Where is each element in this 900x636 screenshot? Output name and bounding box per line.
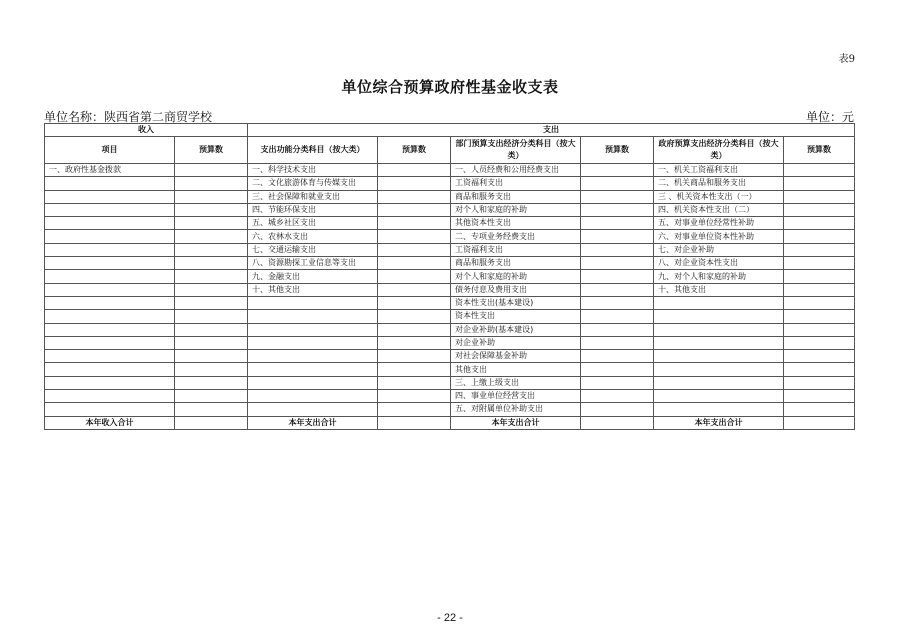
table-cell: 资本性支出(基本建设) — [451, 296, 581, 309]
table-cell: 工资福利支出 — [451, 177, 581, 190]
table-cell — [581, 350, 654, 363]
table-cell — [378, 350, 451, 363]
table-row — [45, 270, 855, 283]
header-dept-economic-class: 部门预算支出经济分类科目（按大类） — [451, 137, 581, 164]
table-row — [45, 177, 855, 190]
section-expense: 支出 — [248, 124, 855, 137]
table-cell: 对个人和家庭的补助 — [451, 203, 581, 216]
table-cell — [784, 336, 855, 349]
table-cell — [378, 416, 451, 429]
table-cell — [175, 177, 248, 190]
table-cell — [581, 403, 654, 416]
header-function-class: 支出功能分类科目（按大类） — [248, 137, 378, 164]
table-cell — [175, 217, 248, 230]
table-cell — [378, 217, 451, 230]
table-cell — [248, 336, 378, 349]
table-cell — [175, 323, 248, 336]
table-cell — [45, 390, 175, 403]
table-cell — [248, 390, 378, 403]
table-cell — [248, 323, 378, 336]
section-income: 收入 — [45, 124, 248, 137]
table-cell — [175, 203, 248, 216]
table-cell — [581, 310, 654, 323]
table-cell: 七、交通运输支出 — [248, 243, 378, 256]
table-cell: 本年支出合计 — [654, 416, 784, 429]
table-cell — [581, 190, 654, 203]
table-cell — [654, 350, 784, 363]
header-budget: 预算数 — [378, 137, 451, 164]
table-cell — [45, 230, 175, 243]
table-row — [45, 243, 855, 256]
table-cell — [654, 376, 784, 389]
currency-unit: 单位：元 — [805, 110, 854, 124]
table-cell — [654, 336, 784, 349]
table-cell — [45, 177, 175, 190]
table-cell — [784, 390, 855, 403]
table-cell — [784, 217, 855, 230]
table-cell: 五、对附属单位补助支出 — [451, 403, 581, 416]
table-cell: 十、其他支出 — [248, 283, 378, 296]
table-cell — [784, 230, 855, 243]
table-cell — [784, 350, 855, 363]
table-cell: 六、农林水支出 — [248, 230, 378, 243]
table-cell: 其他资本性支出 — [451, 217, 581, 230]
table-cell — [378, 390, 451, 403]
table-cell: 四、机关资本性支出（二） — [654, 203, 784, 216]
table-cell: 八、对企业资本性支出 — [654, 257, 784, 270]
table-cell: 八、资源勘探工业信息等支出 — [248, 257, 378, 270]
table-cell — [378, 203, 451, 216]
table-cell — [175, 363, 248, 376]
table-cell: 对企业补助(基本建设) — [451, 323, 581, 336]
header-budget: 预算数 — [784, 137, 855, 164]
table-cell — [175, 336, 248, 349]
table-cell — [378, 164, 451, 177]
table-cell — [581, 323, 654, 336]
table-cell: 其他支出 — [451, 363, 581, 376]
table-cell — [175, 257, 248, 270]
table-cell: 对个人和家庭的补助 — [451, 270, 581, 283]
table-cell — [784, 296, 855, 309]
table-cell — [784, 283, 855, 296]
table-cell: 三、上缴上级支出 — [451, 376, 581, 389]
table-cell — [581, 230, 654, 243]
table-cell: 一、人员经费和公用经费支出 — [451, 164, 581, 177]
table-row — [45, 217, 855, 230]
table-row — [45, 363, 855, 376]
table-cell — [45, 376, 175, 389]
table-cell — [248, 296, 378, 309]
table-cell: 二、机关商品和服务支出 — [654, 177, 784, 190]
table-row — [45, 403, 855, 416]
table-cell — [175, 296, 248, 309]
table-cell: 一、机关工资福利支出 — [654, 164, 784, 177]
header-budget: 预算数 — [175, 137, 248, 164]
table-cell: 本年支出合计 — [248, 416, 378, 429]
table-cell — [378, 296, 451, 309]
table-row — [45, 296, 855, 309]
table-cell: 九、金融支出 — [248, 270, 378, 283]
table-cell — [784, 243, 855, 256]
table-cell — [784, 270, 855, 283]
table-cell — [378, 323, 451, 336]
table-cell — [784, 310, 855, 323]
table-row — [45, 230, 855, 243]
table-cell: 债务付息及费用支出 — [451, 283, 581, 296]
table-cell — [248, 310, 378, 323]
table-cell: 六、对事业单位资本性补助 — [654, 230, 784, 243]
table-row — [45, 390, 855, 403]
table-cell — [654, 403, 784, 416]
table-cell — [581, 164, 654, 177]
table-cell — [581, 390, 654, 403]
table-cell — [378, 363, 451, 376]
table-cell: 二、专项业务经费支出 — [451, 230, 581, 243]
table-cell: 资本性支出 — [451, 310, 581, 323]
column-header-row — [45, 137, 855, 164]
unit-name: 单位名称：陕西省第二商贸学校 — [44, 110, 213, 124]
table-cell — [654, 390, 784, 403]
table-cell — [378, 243, 451, 256]
table-cell: 五、城乡社区支出 — [248, 217, 378, 230]
table-cell — [175, 310, 248, 323]
table-row — [45, 310, 855, 323]
table-cell — [784, 323, 855, 336]
table-cell: 一、科学技术支出 — [248, 164, 378, 177]
table-cell — [45, 350, 175, 363]
totals-row — [45, 416, 855, 429]
table-cell — [581, 416, 654, 429]
table-row — [45, 190, 855, 203]
table-cell — [378, 403, 451, 416]
table-cell: 三、社会保障和就业支出 — [248, 190, 378, 203]
table-cell: 一、政府性基金拨款 — [45, 164, 175, 177]
table-cell — [378, 310, 451, 323]
table-cell — [784, 177, 855, 190]
table-cell — [175, 283, 248, 296]
table-cell — [581, 376, 654, 389]
table-cell — [175, 243, 248, 256]
table-cell — [654, 296, 784, 309]
table-cell — [45, 283, 175, 296]
section-header-row — [45, 124, 855, 137]
table-cell — [581, 270, 654, 283]
table-cell — [175, 416, 248, 429]
table-cell — [175, 190, 248, 203]
table-cell — [175, 376, 248, 389]
table-cell — [784, 203, 855, 216]
table-cell — [45, 323, 175, 336]
table-cell — [654, 363, 784, 376]
table-row — [45, 376, 855, 389]
table-cell — [581, 257, 654, 270]
table-cell — [175, 403, 248, 416]
budget-table — [44, 123, 855, 430]
table-cell — [784, 363, 855, 376]
table-cell — [581, 203, 654, 216]
table-cell — [45, 336, 175, 349]
table-cell — [784, 257, 855, 270]
table-cell — [248, 376, 378, 389]
table-row — [45, 164, 855, 177]
table-cell: 本年支出合计 — [451, 416, 581, 429]
table-row — [45, 257, 855, 270]
table-cell — [45, 257, 175, 270]
table-cell — [175, 390, 248, 403]
header-gov-economic-class: 政府预算支出经济分类科目（按大类） — [654, 137, 784, 164]
table-cell — [378, 270, 451, 283]
table-cell: 五、对事业单位经常性补助 — [654, 217, 784, 230]
table-cell — [45, 217, 175, 230]
table-cell: 三 、机关资本性支出（一） — [654, 190, 784, 203]
table-cell — [45, 203, 175, 216]
table-cell — [378, 336, 451, 349]
table-cell: 四、节能环保支出 — [248, 203, 378, 216]
table-cell — [581, 177, 654, 190]
table-cell: 七、对企业补助 — [654, 243, 784, 256]
table-cell: 十、其他支出 — [654, 283, 784, 296]
table-cell — [784, 164, 855, 177]
table-cell — [378, 177, 451, 190]
table-cell — [581, 363, 654, 376]
table-cell: 四、事业单位经营支出 — [451, 390, 581, 403]
table-cell — [378, 283, 451, 296]
table-cell: 对企业补助 — [451, 336, 581, 349]
table-cell — [45, 310, 175, 323]
table-cell — [784, 416, 855, 429]
table-cell — [784, 376, 855, 389]
table-cell — [784, 403, 855, 416]
page-title: 单位综合预算政府性基金收支表 — [341, 78, 559, 96]
table-cell — [45, 363, 175, 376]
table-cell — [248, 403, 378, 416]
table-row — [45, 203, 855, 216]
table-cell: 对社会保障基金补助 — [451, 350, 581, 363]
table-cell — [175, 350, 248, 363]
table-row — [45, 336, 855, 349]
table-cell — [45, 296, 175, 309]
table-cell — [581, 283, 654, 296]
table-cell — [45, 270, 175, 283]
table-cell — [248, 350, 378, 363]
table-cell — [581, 296, 654, 309]
table-cell — [175, 270, 248, 283]
table-cell — [248, 363, 378, 376]
header-budget: 预算数 — [581, 137, 654, 164]
table-cell — [175, 230, 248, 243]
table-cell — [654, 310, 784, 323]
table-cell — [378, 190, 451, 203]
table-cell — [45, 190, 175, 203]
table-cell — [45, 243, 175, 256]
table-cell: 九、对个人和家庭的补助 — [654, 270, 784, 283]
table-cell — [175, 164, 248, 177]
table-cell — [581, 217, 654, 230]
table-cell — [654, 323, 784, 336]
table-cell: 二、文化旅游体育与传媒支出 — [248, 177, 378, 190]
table-cell — [378, 257, 451, 270]
table-row — [45, 323, 855, 336]
header-item: 项目 — [45, 137, 175, 164]
table-cell: 商品和服务支出 — [451, 257, 581, 270]
table-number-label: 表9 — [838, 54, 855, 65]
table-cell — [378, 230, 451, 243]
table-cell: 商品和服务支出 — [451, 190, 581, 203]
table-cell — [581, 243, 654, 256]
table-cell — [45, 403, 175, 416]
table-cell — [581, 336, 654, 349]
table-cell: 本年收入合计 — [45, 416, 175, 429]
table-cell — [784, 190, 855, 203]
page-number: - 22 - — [437, 612, 463, 624]
table-cell: 工资福利支出 — [451, 243, 581, 256]
table-row — [45, 350, 855, 363]
table-cell — [378, 376, 451, 389]
table-row — [45, 283, 855, 296]
